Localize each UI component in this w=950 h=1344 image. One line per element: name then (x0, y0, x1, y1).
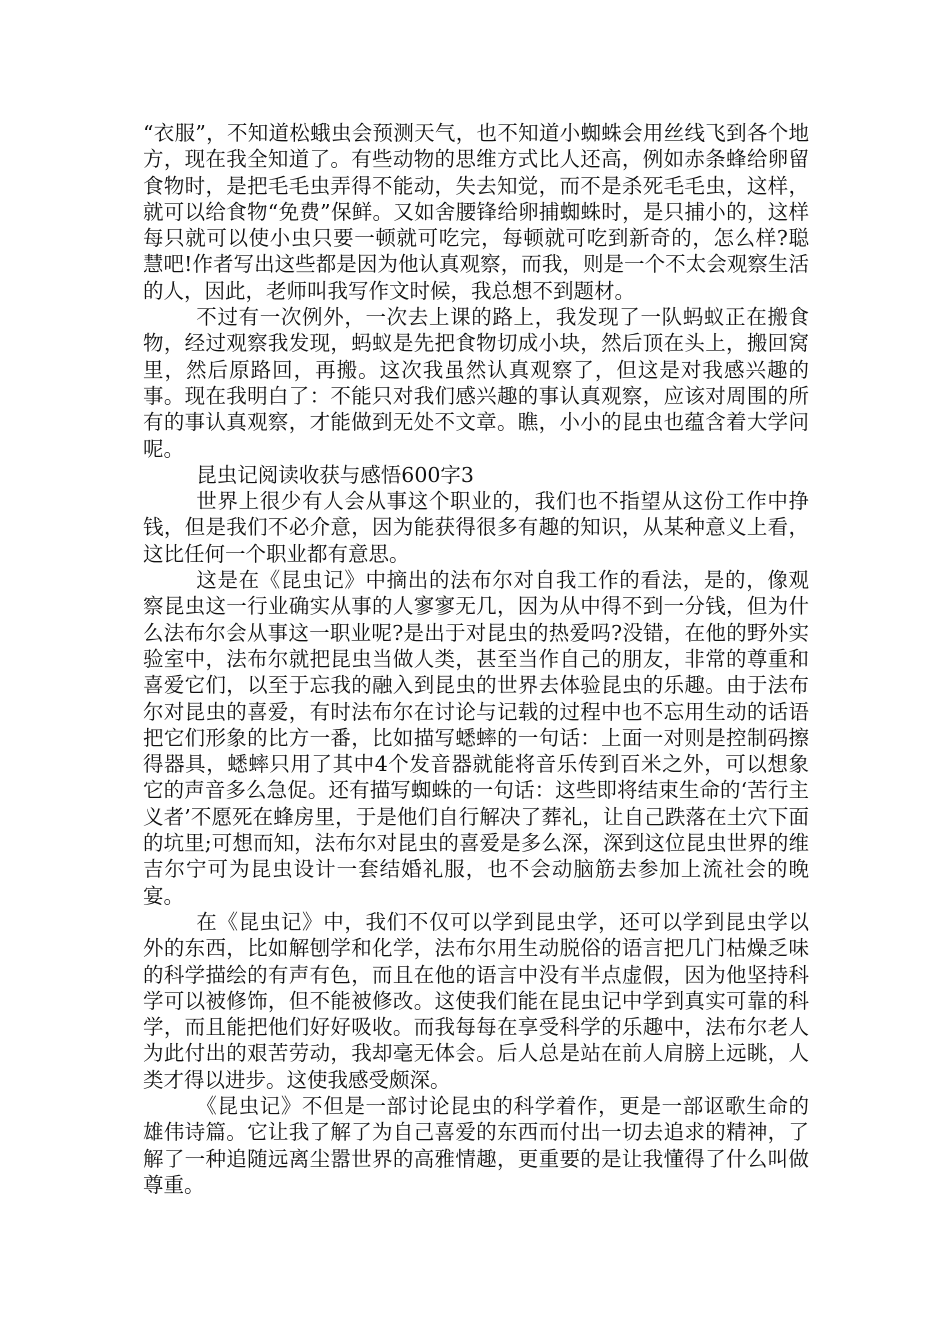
paragraph-2: 不过有一次例外，一次去上课的路上，我发现了一队蚂蚁正在搬食物，经过观察我发现，蚂蚁是先把食物切成小块，然后顶在头上，搬回窝里，然后原路回，再搬。这次我虽然认真观察了，但这是对我感兴趣的事。现在我明白了：不能只对我们感兴趣的事认真观察，应该对周围的所有的事认真观察，才能做到无处不文章。瞧，小小的昆虫也蕴含着大学问呢。 (143, 305, 809, 461)
paragraph-6: 《昆虫记》不但是一部讨论昆虫的科学着作，更是一部讴歌生命的雄伟诗篇。它让我了解了为自己喜爱的东西而付出一切去追求的精神，了解了一种追随远离尘嚣世界的高雅情趣，更重要的是让我懂得了什么叫做尊重。 (143, 1093, 809, 1197)
paragraph-5: 在《昆虫记》中，我们不仅可以学到昆虫学，还可以学到昆虫学以外的东西，比如解刨学和化学，法布尔用生动脱俗的语言把几门枯燥乏味的科学描绘的有声有色，而且在他的语言中没有半点虚假，因为他坚持科学可以被修饰，但不能被修改。这使我们能在昆虫记中学到真实可靠的科学，而且能把他们好好吸收。而我每每在享受科学的乐趣中，法布尔老人为此付出的艰苦劳动，我却毫无体会。后人总是站在前人肩膀上远眺，人类才得以进步。这使我感受颇深。 (143, 909, 809, 1092)
document-page (143, 120, 809, 1198)
paragraph-3: 世界上很少有人会从事这个职业的，我们也不指望从这份工作中挣钱，但是我们不必介意，因为能获得很多有趣的知识，从某种意义上看，这比任何一个职业都有意思。 (143, 489, 809, 566)
section-heading: 昆虫记阅读收获与感悟600字3 (196, 462, 474, 487)
paragraph-4: 这是在《昆虫记》中摘出的法布尔对自我工作的看法，是的，像观察昆虫这一行业确实从事的人寥寥无几，因为从中得不到一分钱，但为什么法布尔会从事这一职业呢?是出于对昆虫的热爱吗?没错，在他的野外实验室中，法布尔就把昆虫当做人类，甚至当作自己的朋友，非常的尊重和喜爱它们，以至于忘我的融入到昆虫的世界去体验昆虫的乐趣。由于法布尔对昆虫的喜爱，有时法布尔在讨论与记载的过程中也不忘用生动的话语把它们形象的比方一番，比如描写蟋蟀的一句话：上面一对则是控制码擦得器具，蟋蟀只用了其中4个发音器就能将音乐传到百米之外，可以想象它的声音多么急促。还有描写蜘蛛的一句话：这些即将结束生命的‘苦行主义者’不愿死在蜂房里，于是他们自行解决了葬礼，让自己跌落在土穴下面的坑里;可想而知，法布尔对昆虫的喜爱是多么深，深到这位昆虫世界的维吉尔宁可为昆虫设计一套结婚礼服，也不会动脑筋去参加上流社会的晚宴。 (143, 568, 809, 908)
paragraph-1: “衣服”，不知道松蛾虫会预测天气，也不知道小蜘蛛会用丝线飞到各个地方，现在我全知道了。有些动物的思维方式比人还高，例如赤条蜂给卵留食物时，是把毛毛虫弄得不能动，失去知觉，而不是杀死毛毛虫，这样，就可以给食物“免费”保鲜。又如舍腰锋给卵捕蜘蛛时，是只捕小的，这样每只就可以使小虫只要一顿就可吃完，每顿就可吃到新奇的，怎么样?聪慧吧!作者写出这些都是因为他认真观察，而我，则是一个不太会观察生活的人，因此，老师叫我写作文时候，我总想不到题材。 (143, 121, 809, 303)
